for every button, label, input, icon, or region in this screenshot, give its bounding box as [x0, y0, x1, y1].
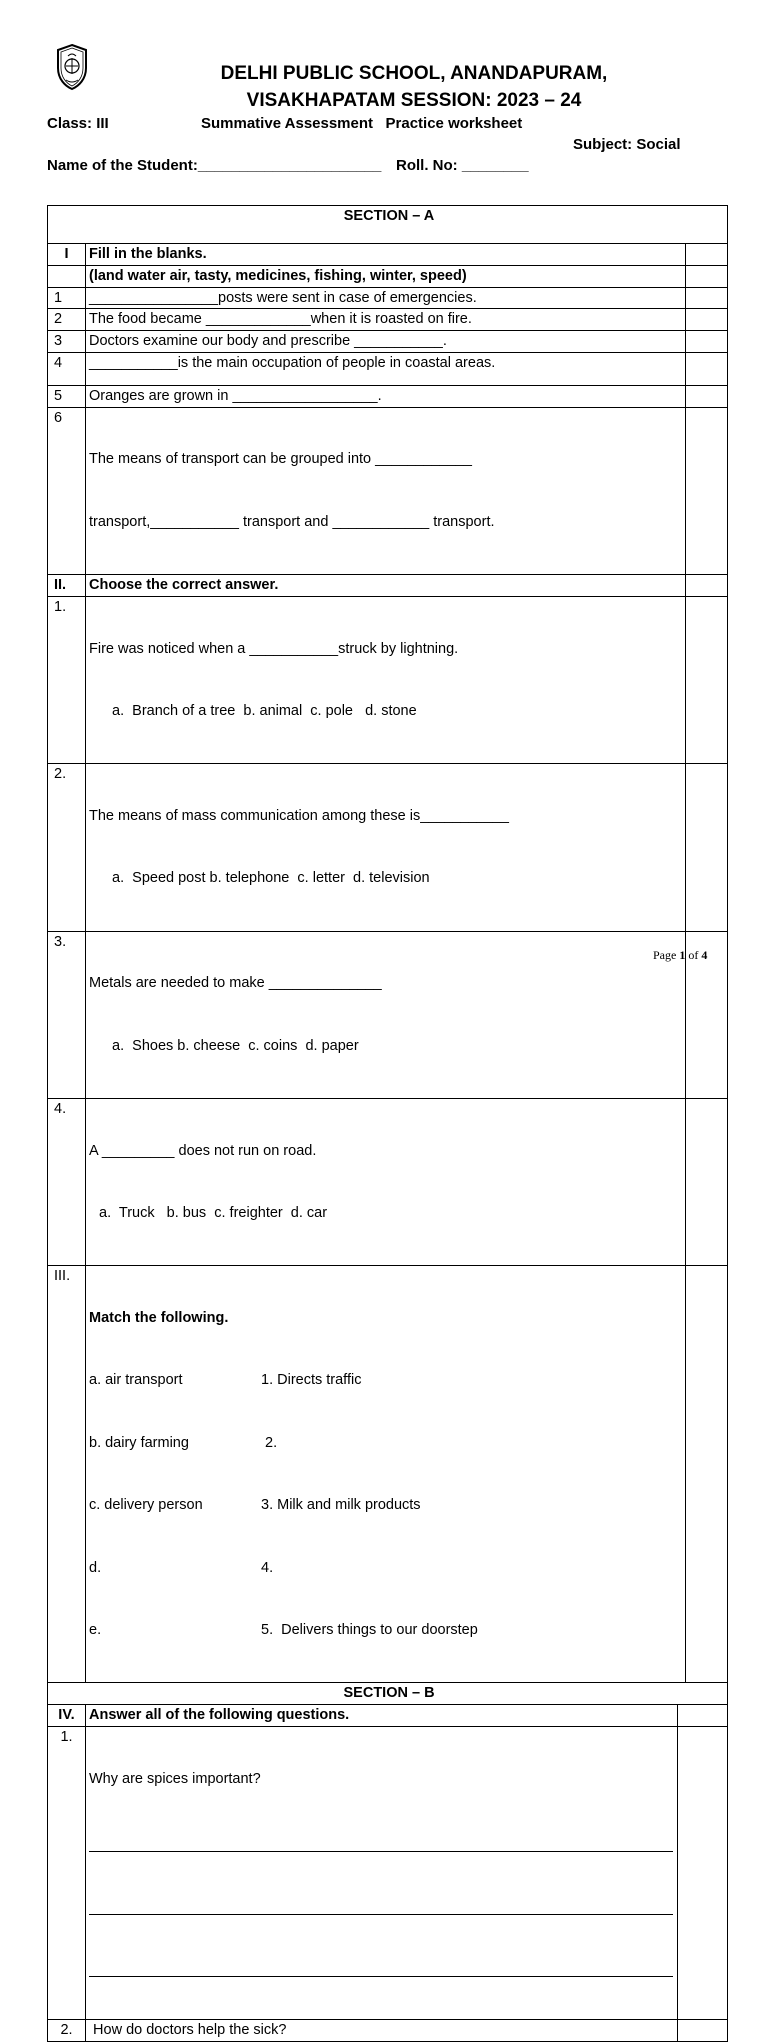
- class-label: Class: III: [47, 115, 109, 132]
- item-number: 6: [48, 407, 86, 574]
- answer-options: a. Speed post b. telephone c. letter d. television: [112, 870, 430, 887]
- item-text: Metals are needed to make ______________: [89, 975, 382, 992]
- item-number: 2.: [48, 764, 86, 931]
- marks-cell: [686, 265, 728, 287]
- question-heading-row: [48, 1705, 728, 1727]
- marks-cell: [686, 575, 728, 597]
- question-heading-row: [48, 244, 728, 266]
- answer-line: [89, 1956, 673, 1977]
- table-row: [48, 2019, 728, 2041]
- match-right: 3. Milk and milk products: [261, 1497, 421, 1514]
- marks-cell: [686, 407, 728, 574]
- match-left: e.: [89, 1622, 102, 1638]
- item-text: A _________ does not run on road.: [89, 1142, 317, 1159]
- table-row: [48, 331, 728, 353]
- subject-label: Subject: Social: [573, 136, 681, 153]
- item-number: 2.: [48, 2019, 86, 2041]
- question-number: II.: [48, 575, 86, 597]
- table-row: [48, 1726, 728, 2019]
- item-number: 1.: [48, 1726, 86, 2019]
- table-row: [48, 309, 728, 331]
- item-text: Oranges are grown in __________________.: [86, 385, 686, 407]
- question-heading: Answer all of the following questions.: [86, 1705, 678, 1727]
- answer-options: a. Branch of a tree b. animal c. pole d. stone: [112, 702, 417, 719]
- item-number: 2: [48, 309, 86, 331]
- question-heading-row: [48, 575, 728, 597]
- worksheet-table: [47, 205, 728, 2042]
- match-pair: [89, 1620, 685, 1641]
- table-row: [48, 764, 728, 931]
- table-row: [48, 931, 728, 1098]
- match-right: 1. Directs traffic: [261, 1372, 362, 1389]
- table-row: [48, 385, 728, 407]
- match-pair: [89, 1433, 685, 1454]
- table-row: [48, 352, 728, 385]
- marks-cell: [686, 764, 728, 931]
- item-text: How do doctors help the sick?: [86, 2019, 678, 2041]
- item-text: The means of mass communication among these is___________: [89, 807, 509, 824]
- marks-cell: [686, 596, 728, 763]
- table-row: [48, 287, 728, 309]
- match-pair: [89, 1495, 685, 1516]
- question-heading: Choose the correct answer.: [86, 575, 686, 597]
- match-left: a. air transport: [89, 1372, 183, 1389]
- question-heading: Fill in the blanks.: [86, 244, 686, 266]
- match-question-row: [48, 1266, 728, 1683]
- item-text-continued: transport,___________ transport and ____________ transport.: [89, 513, 495, 530]
- table-row: [48, 596, 728, 763]
- marks-cell: [686, 1266, 728, 1683]
- marks-cell: [686, 352, 728, 385]
- marks-cell: [686, 385, 728, 407]
- school-name: DELHI PUBLIC SCHOOL, ANANDAPURAM,: [220, 63, 608, 84]
- section-b-row: [48, 1683, 728, 1705]
- item-text: The means of transport can be grouped into ____________: [89, 451, 472, 468]
- match-right: 2.: [261, 1434, 278, 1451]
- page-number: Page 1 of 4: [653, 948, 708, 962]
- marks-cell: [678, 2019, 728, 2041]
- answer-line: [89, 1831, 673, 1852]
- match-left: c. delivery person: [89, 1497, 203, 1514]
- section-a-title: SECTION – A: [48, 206, 728, 244]
- match-pair: [89, 1370, 685, 1391]
- item-number: 3: [48, 331, 86, 353]
- marks-cell: [686, 1099, 728, 1266]
- question-number: III.: [48, 1266, 86, 1683]
- item-number: 5: [48, 385, 86, 407]
- item-number: 3.: [48, 931, 86, 1098]
- roll-number-line: Roll. No: ________: [396, 157, 529, 174]
- item-text: Doctors examine our body and prescribe ___________.: [86, 331, 686, 353]
- marks-cell: [678, 1726, 728, 2019]
- item-text: ___________is the main occupation of people in coastal areas.: [86, 352, 686, 385]
- section-a-row: [48, 206, 728, 244]
- marks-cell: [678, 1705, 728, 1727]
- question-number: IV.: [48, 1705, 86, 1727]
- item-number: 4: [48, 352, 86, 385]
- table-row: [48, 1099, 728, 1266]
- item-number: 4.: [48, 1099, 86, 1266]
- session-title: VISAKHAPATAM SESSION: 2023 – 24: [246, 90, 582, 111]
- answer-options: a. Shoes b. cheese c. coins d. paper: [112, 1037, 359, 1054]
- item-text: Why are spices important?: [89, 1770, 261, 1787]
- table-row: [48, 407, 728, 574]
- answer-line: [89, 1894, 673, 1915]
- match-left: d.: [89, 1559, 102, 1576]
- item-text: Fire was noticed when a ___________struck by lightning.: [89, 640, 459, 657]
- assessment-title: Summative Assessment Practice worksheet: [201, 115, 523, 132]
- item-text: ________________posts were sent in case of emergencies.: [86, 287, 686, 309]
- item-number: 1.: [48, 596, 86, 763]
- word-bank-row: [48, 265, 728, 287]
- answer-options: a. Truck b. bus c. freighter d. car: [99, 1205, 328, 1222]
- marks-cell: [686, 309, 728, 331]
- match-right: 4.: [261, 1559, 274, 1576]
- match-left: b. dairy farming: [89, 1434, 189, 1451]
- item-text: The food became _____________when it is roasted on fire.: [86, 309, 686, 331]
- question-heading: Match the following.: [89, 1310, 229, 1327]
- match-pair: [89, 1558, 685, 1579]
- word-bank: (land water air, tasty, medicines, fishing, winter, speed): [86, 265, 686, 287]
- section-b-title: SECTION – B: [48, 1683, 728, 1705]
- question-number: I: [48, 244, 86, 266]
- item-number: 1: [48, 287, 86, 309]
- marks-cell: [686, 244, 728, 266]
- match-right: 5. Delivers things to our doorstep: [261, 1622, 478, 1638]
- marks-cell: [686, 287, 728, 309]
- marks-cell: [686, 331, 728, 353]
- student-name-line: Name of the Student:______________________: [47, 157, 382, 174]
